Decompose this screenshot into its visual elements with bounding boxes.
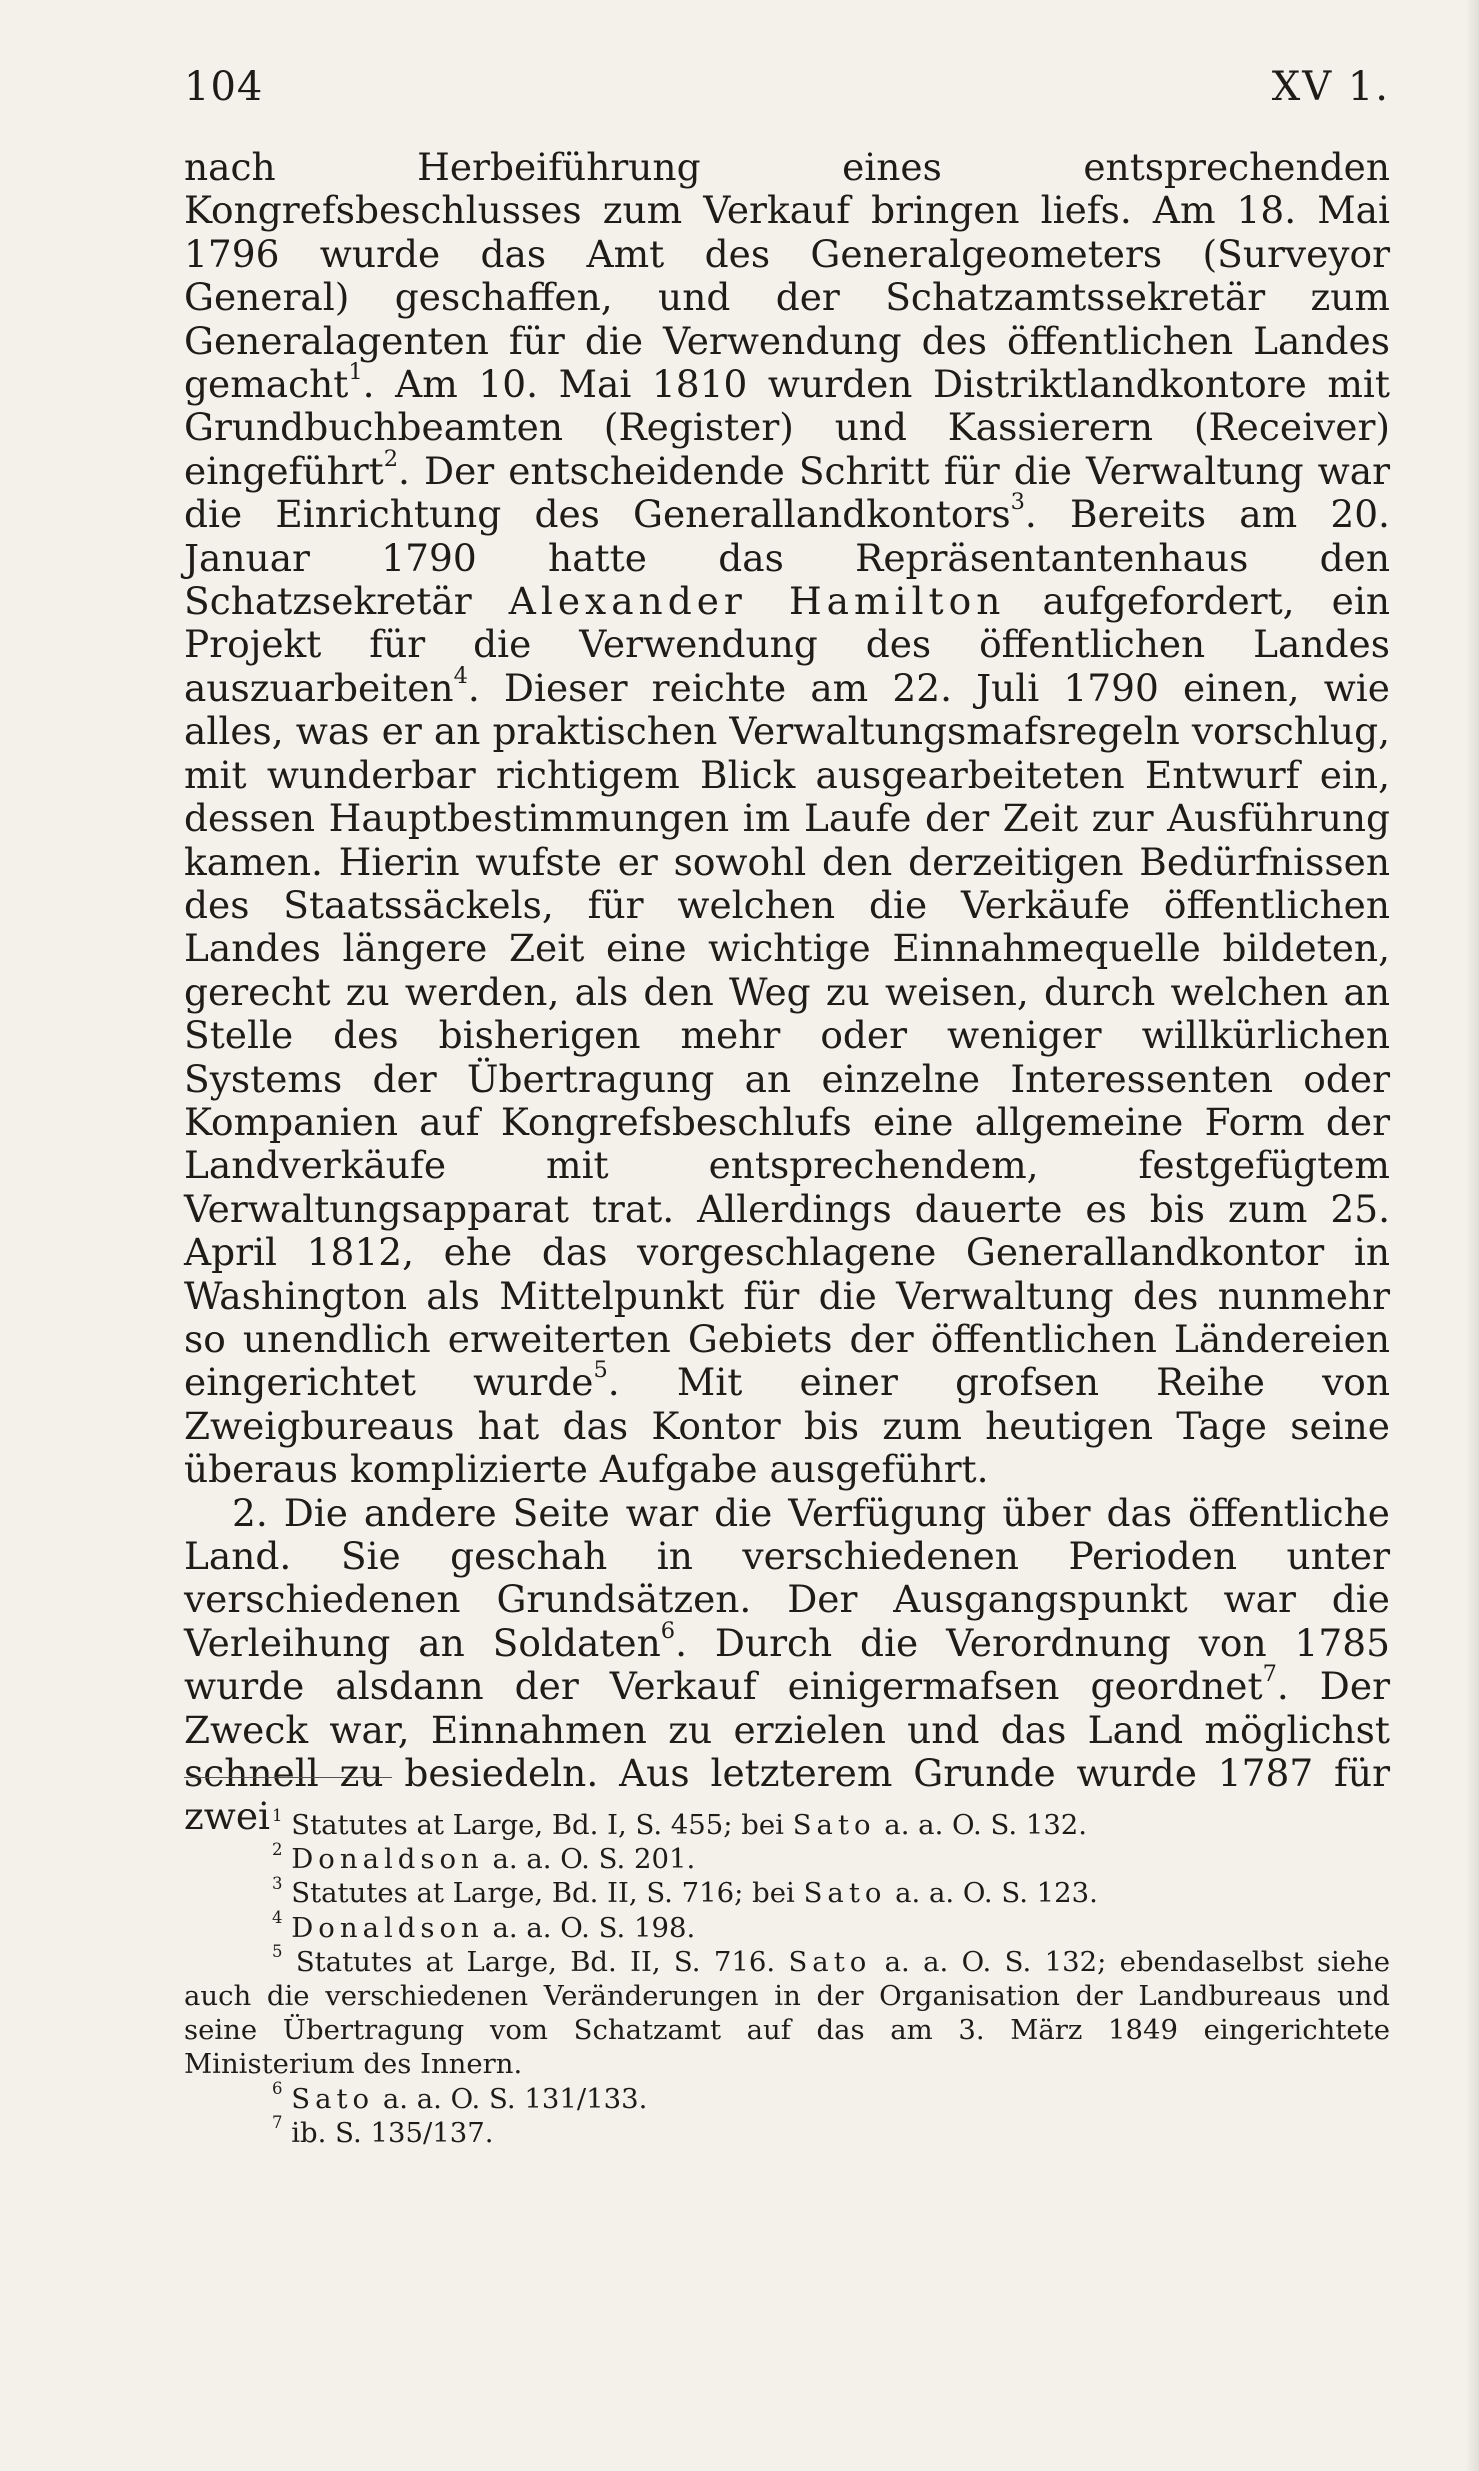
footnote-ref-2: 2 [383,445,399,472]
text-run: Statutes at Large, Bd. I, S. 455; bei [282,1809,793,1841]
text-run: ib. S. 135/137. [282,2116,494,2149]
author-name: Sato [803,1877,887,1910]
footnote-ref-7: 7 [1262,1661,1277,1688]
text-run: . Der Zweck war, Einnahmen zu erzielen und das Land möglichst schnell zu besiedeln. Aus letzterem Grunde wurde 1787 für zwei [184,1664,1390,1839]
footnote-number: 2 [272,1839,283,1859]
text-run: Statutes at Large, Bd. II, S. 716; bei [282,1877,804,1910]
footnote-1 [184,1805,1390,1842]
footnote-3 [184,1873,1390,1910]
text-run: . Dieser reichte am 22. Juli 1790 einen, wie alles, was er an praktischen Verwaltungsmafsregeln vorschlug, mit wunderbar richtigem Blick ausgearbeiteten Entwurf ein, dessen Hauptbestimmungen im Laufe der Zeit zur Ausführung kamen. Hierin wufste er sowohl den derzeitigen Bedürfnissen des Staatssäckels, für welchen die Verkäufe öffentlichen Landes längere Zeit eine wichtige Einnahmequelle bildeten, gerecht zu werden, als den Weg zu weisen, durch welchen an Stelle des bisherigen mehr oder weniger willkürlichen Systems der Übertragung an einzelne Interessenten oder Kompanien auf Kongrefsbeschlufs eine allgemeine Form der Landverkäufe mit entsprechendem, festgefügtem Verwaltungsapparat trat. Allerdings dauerte es bis zum 25. April 1812, ehe das vorgeschlagene Generallandkontor in Washington als Mittelpunkt für die Verwaltung des nunmehr so unendlich erweiterten Gebiets der öffentlichen Ländereien eingerichtet wurde [184,665,1390,1405]
page-header [184,64,1390,114]
text-run: . Durch die Verordnung von 1785 wurde alsdann der Verkauf einigermafsen geordnet [184,1620,1390,1709]
page-edge-shadow [1465,0,1479,2471]
paragraph-2 [184,1492,1390,1839]
text-run: Statutes at Large, Bd. II, S. 716. [282,1945,789,1978]
author-name: Donaldson [291,1843,484,1876]
footnote-ref-3: 3 [1010,489,1025,516]
person-name: Alexander Hamilton [508,579,1006,624]
author-name: Sato [291,2082,375,2115]
text-run: . Bereits am 20. Januar 1790 hatte das Repräsentantenhaus den Schatzsekretär [184,492,1390,624]
footnote-6 [184,2079,1390,2116]
footnote-number: 5 [272,1942,283,1962]
footnotes [184,1805,1391,2150]
footnote-ref-6: 6 [660,1617,676,1644]
footnote-5 [184,1942,1391,2082]
author-name: Sato [788,1945,872,1978]
footnote-2 [184,1839,1390,1876]
section-number: XV 1. [1271,64,1390,110]
footnote-4 [184,1908,1390,1945]
author-name: Donaldson [291,1911,484,1944]
paragraph-1 [184,146,1390,1492]
footnote-number: 3 [272,1873,283,1893]
text-run: aufgefordert, ein Projekt für die Verwendung des öffentlichen Landes auszuarbeiten [184,579,1391,710]
footnote-ref-4: 4 [453,662,468,689]
footnote-ref-5: 5 [593,1357,608,1384]
footnote-number: 1 [272,1805,283,1825]
footnote-7 [184,2113,1390,2150]
text-run: nach Herbeiführung eines entsprechenden Kongrefsbeschlusses zum Verkauf bringen liefs. Am 18. Mai 1796 wurde das Amt des Generalgeometers (Surveyor General) geschaffen, und der Schatzamtssekretär zum Generalagenten für die Verwendung des öffentlichen Landes gemacht [184,145,1390,407]
text-run: . Am 10. Mai 1810 wurden Distriktlandkontore mit Grundbuchbeamten (Register) und Kassierern (Receiver) eingeführt [184,362,1390,493]
footnote-ref-1: 1 [348,359,363,386]
author-name: Sato [792,1809,876,1841]
text-run: a. a. O. S. 132. [875,1809,1088,1841]
text-run: a. a. O. S. 198. [483,1911,696,1944]
text-run: 2. Die andere Seite war die Verfügung über das öffentliche Land. Sie geschah in verschiedenen Perioden unter verschiedenen Grundsätzen. Der Ausgangspunkt war die Verleihung an Soldaten [184,1490,1390,1665]
footnote-number: 4 [272,1908,283,1928]
text-run: . Der entscheidende Schritt für die Verwaltung war die Einrichtung des Generallandkontors [184,448,1390,537]
text-run: a. a. O. S. 201. [483,1843,696,1876]
footnote-number: 7 [272,2113,283,2133]
footnote-divider [184,1777,392,1778]
text-run: . Mit einer grofsen Reihe von Zweigbureaus hat das Kontor bis zum heutigen Tage seine überaus komplizierte Aufgabe ausgeführt. [184,1360,1391,1492]
text-run: a. a. O. S. 132; ebendaselbst siehe auch die verschiedenen Veränderungen in der Organisation der Landbureaus und seine Übertragung vom Schatzamt auf das am 3. März 1849 eingerichtete Ministerium des Innern. [184,1945,1391,2081]
text-run: a. a. O. S. 123. [886,1877,1098,1910]
text-run: a. a. O. S. 131/133. [374,2082,648,2115]
page-number: 104 [184,64,264,110]
footnote-number: 6 [272,2079,283,2099]
body-text [184,146,1390,1839]
